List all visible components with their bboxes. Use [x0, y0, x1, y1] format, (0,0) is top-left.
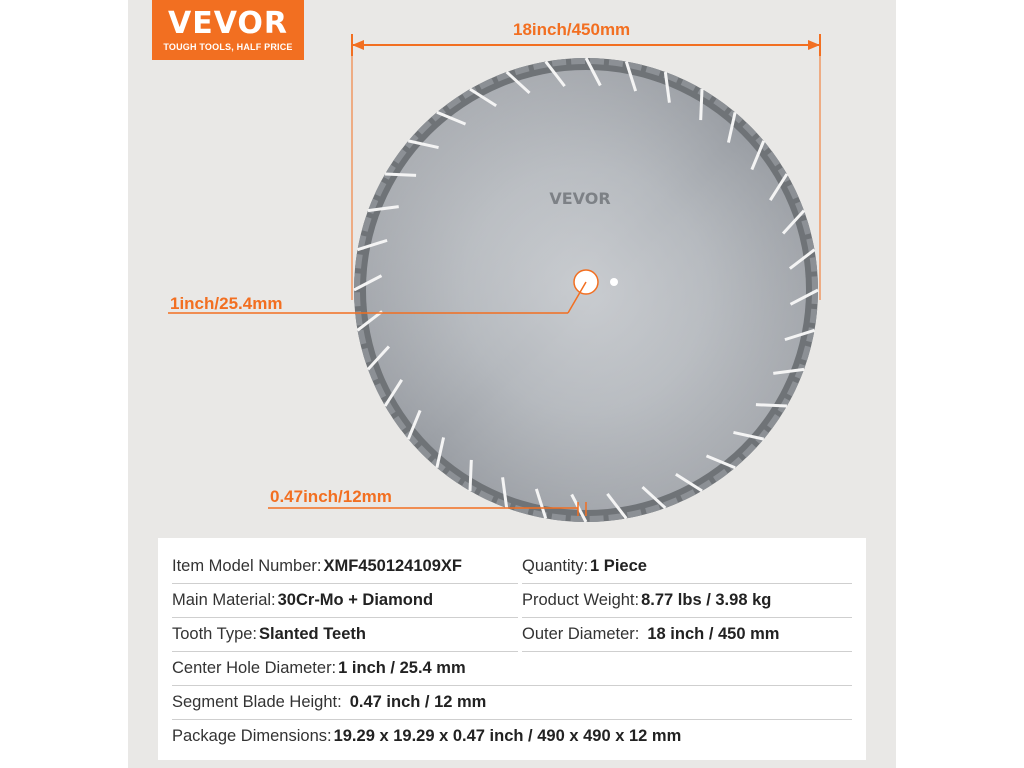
pin-hole	[610, 278, 618, 286]
spec-row-package	[172, 719, 852, 753]
spec-row-segment	[172, 685, 852, 720]
spec-value: Slanted Teeth	[259, 624, 366, 643]
spec-value: 0.47 inch / 12 mm	[349, 692, 487, 711]
spec-label: Item Model Number:	[172, 556, 322, 575]
spec-value: 8.77 lbs / 3.98 kg	[641, 590, 772, 609]
gullet-slot	[470, 460, 471, 491]
spec-label: Center Hole Diameter:	[172, 658, 337, 677]
outer-diameter-label: 18inch/450mm	[513, 20, 631, 39]
spec-label: Segment Blade Height:	[172, 692, 342, 711]
blade-illustration	[128, 0, 896, 540]
gullet-slot	[701, 89, 702, 120]
spec-value: 19.29 x 19.29 x 0.47 inch / 490 x 490 x 12 mm	[333, 726, 682, 745]
spec-row-weight	[522, 583, 852, 618]
spec-value: 1 Piece	[590, 556, 647, 575]
spec-row-model	[172, 549, 518, 584]
spec-row-quantity	[522, 549, 852, 584]
logo-brand-text: VEVOR	[167, 6, 288, 41]
spec-value: XMF450124109XF	[323, 556, 462, 575]
spec-label: Product Weight:	[522, 590, 640, 609]
spec-label: Tooth Type:	[172, 624, 258, 643]
spec-row-material	[172, 583, 518, 618]
spec-row-outer	[522, 617, 852, 652]
spec-label: Main Material:	[172, 590, 276, 609]
spec-table	[158, 538, 866, 760]
logo-tagline: TOUGH TOOLS, HALF PRICE	[163, 42, 293, 52]
blade-logo: VEVOR	[549, 189, 611, 208]
spec-label: Outer Diameter:	[522, 624, 640, 643]
gullet-slot	[385, 174, 416, 175]
spec-row-tooth	[172, 617, 518, 652]
gullet-slot	[756, 405, 787, 406]
product-image-panel	[128, 0, 896, 768]
hole-diameter-label: 1inch/25.4mm	[170, 294, 283, 313]
spec-value: 18 inch / 450 mm	[647, 624, 780, 643]
spec-value: 30Cr-Mo + Diamond	[277, 590, 434, 609]
spec-row-hole	[172, 651, 852, 686]
spec-label: Package Dimensions:	[172, 726, 332, 745]
spec-value: 1 inch / 25.4 mm	[338, 658, 466, 677]
spec-label: Quantity:	[522, 556, 589, 575]
segment-height-label: 0.47inch/12mm	[270, 487, 392, 506]
